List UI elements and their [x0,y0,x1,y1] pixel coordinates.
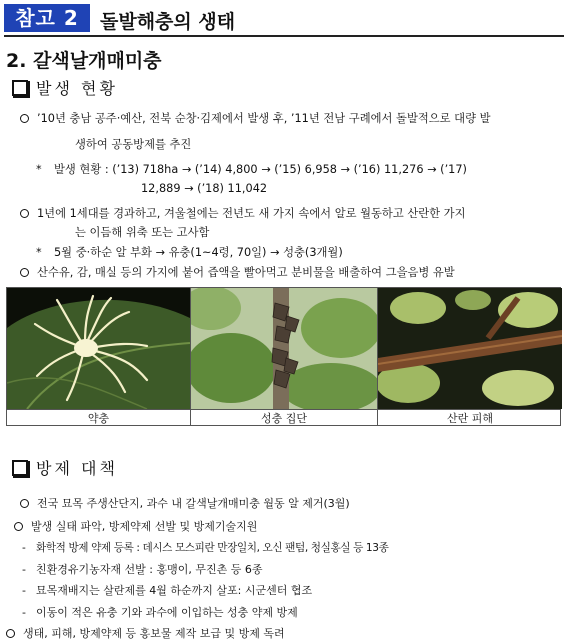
ring-bullet-icon [14,522,23,531]
dash-bullet-icon: - [22,563,26,576]
appendix-title: 돌발해충의 생태 [100,11,236,33]
control-item-3: - 화학적 방제 약제 등록 : 데시스 모스피란 만장일치, 오신 팬텀, 청실홍실 등 13종 [22,542,389,554]
checkbox-square-icon [12,460,28,476]
control-heading-label: 방제 대책 [36,459,118,478]
checkbox-square-icon [12,80,28,96]
status-item-1-cont: 생하여 공동방제를 추진 [75,138,192,151]
ring-bullet-icon [20,499,29,508]
status-item-5: 산수유, 감, 매실 등의 가지에 붙어 즙액을 빨아먹고 분비물을 배출하여 그을음병 유발 [20,264,455,280]
dash-bullet-icon: - [22,542,26,554]
status-item-1: ’10년 충남 공주·예산, 전북 순창·김제에서 발생 후, ’11년 전남 구례에서 돌발적으로 대량 발 [20,110,491,126]
control-item-5: - 묘목재배지는 살란제를 4월 하순까지 살포: 시군센터 협조 [22,584,313,597]
control-heading [12,456,118,479]
status-item-3: 1년에 1세대를 경과하고, 겨울철에는 전년도 새 가지 속에서 알로 월동하고 산란한 가지 [20,205,466,221]
status-item-2-cont: 12,889 → (’18) 11,042 [141,182,268,195]
caption-adult-group: 성충 집단 [260,412,307,425]
ring-bullet-icon [20,268,29,277]
control-item-2: 발생 실태 파악, 방제약제 선발 및 방제기술지원 [14,518,257,534]
header-divider [4,35,564,37]
appendix-tag: 참고 2 [4,4,90,32]
control-item-6: - 이동이 적은 유충 기와 과수에 이입하는 성충 약제 방제 [22,606,298,619]
status-heading-label: 발생 현황 [36,79,118,98]
dash-bullet-icon: - [22,584,26,597]
section-title: 2. 갈색날개매미충 [6,50,162,72]
ring-bullet-icon [20,114,29,123]
control-item-1: 전국 묘목 주생산단지, 과수 내 갈색날개매미충 월동 알 제거(3월) [20,495,350,511]
caption-nymph: 약충 [87,412,110,425]
photo-table [6,287,561,426]
photo-caption-row [7,409,560,426]
dash-bullet-icon: - [22,606,26,619]
status-heading [12,76,118,99]
control-item-7: 생태, 피해, 방제약제 등 홍보물 제작 보급 및 방제 독려 [6,625,285,641]
asterisk-bullet-icon: * [36,163,42,176]
ring-bullet-icon [20,209,29,218]
control-item-4: - 친환경유기농자재 선발 : 홍맹이, 무진촌 등 6종 [22,563,263,576]
ring-bullet-icon [6,629,15,638]
adult-group-photo [191,288,377,409]
asterisk-bullet-icon: * [36,246,42,259]
document-header [4,4,564,34]
status-item-3-cont: 는 이듬해 위축 또는 고사함 [75,226,210,239]
nymph-photo [7,288,190,409]
oviposition-damage-photo [378,288,562,409]
status-item-4: * 5월 중·하순 알 부화 → 유충(1~4령, 70일) → 성충(3개월) [36,246,343,259]
caption-oviposition-damage: 산란 피해 [446,412,493,425]
status-item-2: * 발생 현황 : (’13) 718ha → (’14) 4,800 → (’15) 6,958 → (’16) 11,276 → (’17) [36,163,467,176]
